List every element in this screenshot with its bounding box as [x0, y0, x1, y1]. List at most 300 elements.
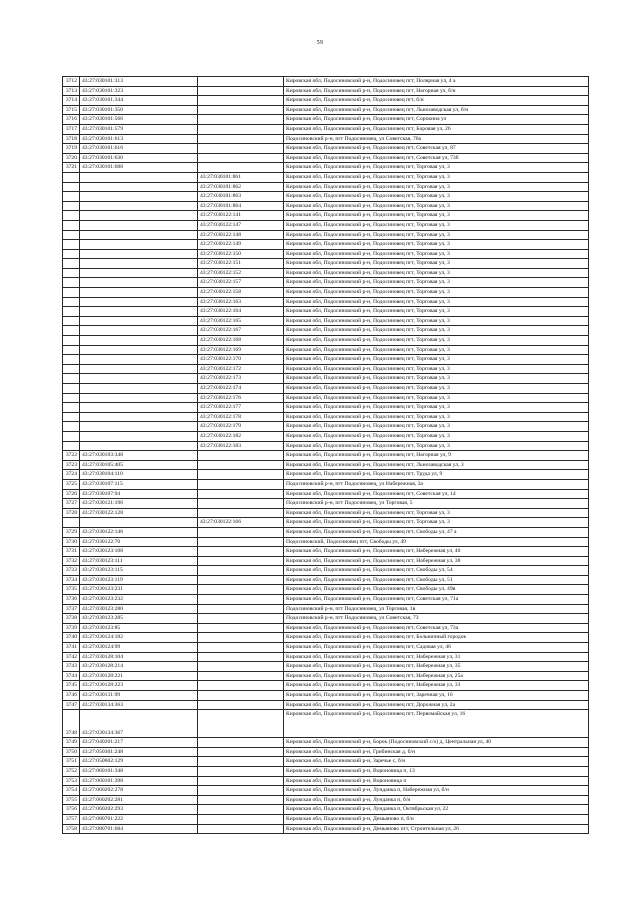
cadastral-number-cell: 43:27:030101:630 [80, 153, 198, 163]
table-row [63, 566, 589, 576]
address-cell: Подосиновский р-н, пгт Подосиновец, ул Советская, 73 [284, 614, 589, 624]
table-row [63, 652, 589, 662]
sub-cadastral-number-cell: 43:27:030101:862 [198, 182, 284, 192]
sub-cadastral-number-cell [198, 489, 284, 499]
row-number-cell: 3756 [63, 805, 80, 815]
row-number-cell: 3750 [63, 747, 80, 757]
table-row [63, 316, 589, 326]
sub-cadastral-number-cell [198, 96, 284, 106]
row-number-cell [63, 518, 80, 528]
cadastral-number-cell [80, 393, 198, 403]
cadastral-number-cell: 43:27:030121:196 [80, 499, 198, 509]
address-cell: Кировская обл, Подосиновский р-н, Подосиновец пгт, Советская ул, 14 [284, 489, 589, 499]
row-number-cell: 3729 [63, 527, 80, 537]
address-cell: Кировская обл, Подосиновский р-н, Подосиновец пгт, Торговая ул, 3 [284, 249, 589, 259]
table-row [63, 824, 589, 834]
table-row [63, 412, 589, 422]
cadastral-number-cell [80, 249, 198, 259]
row-number-cell: 3755 [63, 795, 80, 805]
sub-cadastral-number-cell [198, 662, 284, 672]
row-number-cell [63, 192, 80, 202]
sub-cadastral-number-cell [198, 77, 284, 87]
cadastral-number-cell: 43:27:030134:363 [80, 700, 198, 710]
address-cell: Кировская обл, Подосиновский р-н, Подосиновец пгт, Советская ул, 87 [284, 144, 589, 154]
row-number-cell [63, 316, 80, 326]
cadastral-number-cell: 43:27:030101:313 [80, 77, 198, 87]
table-row [63, 384, 589, 394]
registry-table [62, 76, 589, 834]
table-row [63, 230, 589, 240]
address-cell: Кировская обл, Подосиновский р-н, Подосиновец пгт, Торговая ул, 3 [284, 518, 589, 528]
sub-cadastral-number-cell [198, 595, 284, 605]
table-row [63, 747, 589, 757]
address-cell: Кировская обл, Подосиновский р-н, Подосиновец пгт, Советская ул, 73а [284, 623, 589, 633]
sub-cadastral-number-cell [198, 766, 284, 776]
row-number-cell [63, 355, 80, 365]
cadastral-number-cell [80, 268, 198, 278]
table-row [63, 479, 589, 489]
cadastral-number-cell [80, 336, 198, 346]
address-cell: Кировская обл, Подосиновский р-н, Подосиновец пгт, Торговая ул, 3 [284, 316, 589, 326]
table-row [63, 643, 589, 653]
address-cell: Кировская обл, Подосиновский р-н, Подосиновец пгт, Свободы ул, 51 [284, 575, 589, 585]
row-number-cell [63, 403, 80, 413]
table-row [63, 460, 589, 470]
row-number-cell: 3758 [63, 824, 80, 834]
address-cell: Подосиновский р-н, пгт Подосиновец, ул Набережная, 3а [284, 479, 589, 489]
cadastral-number-cell: 43:27:030123:280 [80, 604, 198, 614]
table-row [63, 614, 589, 624]
cadastral-number-cell: 43:27:060202:293 [80, 805, 198, 815]
cadastral-number-cell: 43:27:080701:684 [80, 824, 198, 834]
cadastral-number-cell [80, 201, 198, 211]
row-number-cell: 3749 [63, 738, 80, 748]
cadastral-number-cell: 43:27:030107:115 [80, 479, 198, 489]
table-row [63, 681, 589, 691]
table-row [63, 96, 589, 106]
cadastral-number-cell: 43:27:030101:579 [80, 124, 198, 134]
row-number-cell: 3740 [63, 633, 80, 643]
cadastral-number-cell: 43:27:030123:85 [80, 623, 198, 633]
address-cell: Кировская обл, Подосиновский р-н, Лунданка п, Набережная ул, б/н [284, 786, 589, 796]
row-number-cell: 3717 [63, 124, 80, 134]
cadastral-number-cell [80, 316, 198, 326]
sub-cadastral-number-cell [198, 566, 284, 576]
table-row [63, 220, 589, 230]
cadastral-number-cell: 43:27:030101:616 [80, 144, 198, 154]
table-row [63, 431, 589, 441]
table-row [63, 278, 589, 288]
address-cell: Кировская обл, Подосиновский р-н, Борок (Подосиновский с/о) д, Центральная ул, 40 [284, 738, 589, 748]
cadastral-number-cell: 43:27:030123:115 [80, 566, 198, 576]
address-cell: Кировская обл, Подосиновский р-н, Подосиновец пгт, Торговая ул, 3 [284, 192, 589, 202]
address-cell: Кировская обл, Подосиновский р-н, Подосиновец пгт, Торговая ул, 3 [284, 297, 589, 307]
cadastral-number-cell: 43:27:030105:405 [80, 460, 198, 470]
cadastral-number-cell: 43:27:030124:182 [80, 633, 198, 643]
address-cell: Кировская обл, Подосиновский р-н, Подосиновец пгт, Торговая ул, 3 [284, 201, 589, 211]
sub-cadastral-number-cell [198, 710, 284, 738]
table-row [63, 182, 589, 192]
table-row [63, 240, 589, 250]
row-number-cell: 3733 [63, 566, 80, 576]
table-row [63, 124, 589, 134]
sub-cadastral-number-cell: 43:27:030122:141 [198, 211, 284, 221]
sub-cadastral-number-cell [198, 508, 284, 518]
cadastral-number-cell [80, 220, 198, 230]
address-cell: Кировская обл, Подосиновский р-н, Подосиновец пгт, Торговая ул, 3 [284, 412, 589, 422]
address-cell: Кировская обл, Подосиновский р-н, Подосиновец пгт, Торговая ул, 3 [284, 441, 589, 451]
sub-cadastral-number-cell [198, 115, 284, 125]
cadastral-number-cell: 43:27:030101:566 [80, 115, 198, 125]
row-number-cell [63, 259, 80, 269]
sub-cadastral-number-cell [198, 537, 284, 547]
table-row [63, 134, 589, 144]
address-cell: Кировская обл, Подосиновский р-н, Подосиновец пгт, Торговая ул, 3 [284, 172, 589, 182]
row-number-cell: 3728 [63, 508, 80, 518]
row-number-cell: 3726 [63, 489, 80, 499]
address-cell: Кировская обл, Подосиновский р-н, Подосиновец пгт, Торговая ул, 3 [284, 403, 589, 413]
row-number-cell [63, 336, 80, 346]
address-cell: Кировская обл, Подосиновский р-н, Подосиновец пгт, Труда ул, 9 [284, 470, 589, 480]
table-row [63, 345, 589, 355]
table-row [63, 355, 589, 365]
table-row [63, 814, 589, 824]
address-cell: Кировская обл, Подосиновский р-н, Подосиновец пгт, Торговая ул, 3 [284, 431, 589, 441]
cadastral-number-cell: 43:27:060202:278 [80, 786, 198, 796]
row-number-cell: 3753 [63, 776, 80, 786]
table-row [63, 211, 589, 221]
sub-cadastral-number-cell: 43:27:030101:863 [198, 192, 284, 202]
table-row [63, 86, 589, 96]
sub-cadastral-number-cell: 43:27:030122:174 [198, 384, 284, 394]
address-cell: Кировская обл, Подосиновский р-н, Подосиновец пгт, Торговая ул, 3 [284, 374, 589, 384]
cadastral-number-cell: 43:27:030128:214 [80, 662, 198, 672]
row-number-cell [63, 211, 80, 221]
row-number-cell: 3714 [63, 96, 80, 106]
table-row [63, 575, 589, 585]
sub-cadastral-number-cell: 43:27:030122:173 [198, 374, 284, 384]
address-cell: Кировская обл, Подосиновский р-н, Подосиновец пгт, Свободы ул, 47 а [284, 527, 589, 537]
cadastral-number-cell [80, 403, 198, 413]
sub-cadastral-number-cell: 43:27:030122:167 [198, 326, 284, 336]
sub-cadastral-number-cell [198, 124, 284, 134]
row-number-cell: 3719 [63, 144, 80, 154]
sub-cadastral-number-cell [198, 144, 284, 154]
sub-cadastral-number-cell [198, 499, 284, 509]
address-cell: Кировская обл, Подосиновский р-н, Вороновица п [284, 776, 589, 786]
address-cell: Кировская обл, Подосиновский р-н, Подосиновец пгт, Заречная ул, 16 [284, 691, 589, 701]
row-number-cell [63, 240, 80, 250]
table-row [63, 700, 589, 710]
table-row [63, 144, 589, 154]
table-row [63, 604, 589, 614]
cadastral-number-cell: 43:27:030123:108 [80, 547, 198, 557]
address-cell: Кировская обл, Подосиновский р-н, Подосиновец пгт, Торговая ул, 3 [284, 259, 589, 269]
row-number-cell [63, 393, 80, 403]
cadastral-number-cell: 43:27:060101:348 [80, 766, 198, 776]
address-cell: Кировская обл, Подосиновский р-н, Подосиновец пгт, Торговая ул, 3 [284, 182, 589, 192]
sub-cadastral-number-cell: 43:27:030122:178 [198, 412, 284, 422]
row-number-cell [63, 201, 80, 211]
row-number-cell [63, 345, 80, 355]
table-row [63, 77, 589, 87]
sub-cadastral-number-cell: 43:27:030122:168 [198, 336, 284, 346]
sub-cadastral-number-cell [198, 671, 284, 681]
cadastral-number-cell [80, 307, 198, 317]
address-cell: Кировская обл, Подосиновский р-н, Подосиновец пгт, Торговая ул, 3 [284, 211, 589, 221]
row-number-cell: 3722 [63, 451, 80, 461]
address-cell: Кировская обл, Подосиновский р-н, Подосиновец пгт, Нагорная ул, 9 [284, 451, 589, 461]
row-number-cell [63, 288, 80, 298]
row-number-cell: 3725 [63, 479, 80, 489]
cadastral-number-cell: 43:27:050301:248 [80, 747, 198, 757]
table-row [63, 738, 589, 748]
row-number-cell [63, 441, 80, 451]
cadastral-number-cell: 43:27:030103:348 [80, 451, 198, 461]
address-cell: Кировская обл, Подосиновский р-н, Подосиновец пгт, Набережная ул, 38 [284, 556, 589, 566]
table-row [63, 776, 589, 786]
address-cell: Кировская обл, Подосиновский р-н, Подосиновец пгт, Торговая ул, 3 [284, 422, 589, 432]
address-cell: Кировская обл, Подосиновский р-н, Подосиновец пгт, Нагорная ул, б/н [284, 86, 589, 96]
table-row [63, 691, 589, 701]
row-number-cell: 3724 [63, 470, 80, 480]
row-number-cell: 3743 [63, 662, 80, 672]
row-number-cell [63, 249, 80, 259]
cadastral-number-cell: 43:27:030101:688 [80, 163, 198, 173]
sub-cadastral-number-cell [198, 153, 284, 163]
table-row [63, 595, 589, 605]
address-cell: Кировская обл, Подосиновский р-н, Подосиновец пгт, Набережная ул, 25а [284, 671, 589, 681]
cadastral-number-cell [80, 326, 198, 336]
row-number-cell: 3716 [63, 115, 80, 125]
row-number-cell [63, 326, 80, 336]
table-row [63, 307, 589, 317]
table-row [63, 662, 589, 672]
address-cell: Подосиновский р-н, пгт Подосиновец, ул Советская, 70а [284, 134, 589, 144]
row-number-cell [63, 431, 80, 441]
table-row [63, 805, 589, 815]
row-number-cell: 3739 [63, 623, 80, 633]
sub-cadastral-number-cell [198, 556, 284, 566]
sub-cadastral-number-cell: 43:27:030122:176 [198, 393, 284, 403]
cadastral-number-cell: 43:27:030101:350 [80, 105, 198, 115]
address-cell: Кировская обл, Подосиновский р-н, Лунданка п, Октябрьская ул, 22 [284, 805, 589, 815]
address-cell: Кировская обл, Подосиновский р-н, Подосиновец пгт, Торговая ул, 3 [284, 278, 589, 288]
row-number-cell: 3747 [63, 700, 80, 710]
row-number-cell [63, 220, 80, 230]
cadastral-number-cell: 43:27:030124:99 [80, 643, 198, 653]
cadastral-number-cell: 43:27:030101:344 [80, 96, 198, 106]
address-cell: Кировская обл, Подосиновский р-н, Подосиновец пгт, Набережная ул, 40 [284, 547, 589, 557]
sub-cadastral-number-cell [198, 691, 284, 701]
address-cell: Кировская обл, Подосиновский р-н, Подосиновец пгт, Торговая ул, 3 [284, 384, 589, 394]
sub-cadastral-number-cell [198, 757, 284, 767]
sub-cadastral-number-cell [198, 460, 284, 470]
sub-cadastral-number-cell [198, 643, 284, 653]
sub-cadastral-number-cell [198, 633, 284, 643]
row-number-cell: 3715 [63, 105, 80, 115]
table-row [63, 499, 589, 509]
row-number-cell: 3721 [63, 163, 80, 173]
address-cell: Кировская обл, Подосиновский р-н, Подосиновец пгт, Садовая ул, 46 [284, 643, 589, 653]
table-row [63, 403, 589, 413]
row-number-cell [63, 364, 80, 374]
sub-cadastral-number-cell [198, 575, 284, 585]
table-row [63, 441, 589, 451]
row-number-cell: 3736 [63, 595, 80, 605]
table-row [63, 786, 589, 796]
address-cell: Кировская обл, Подосиновский р-н, Подосиновец пгт, Боровая ул, 26 [284, 124, 589, 134]
table-row [63, 537, 589, 547]
address-cell: Кировская обл, Подосиновский р-н, Подосиновец пгт, Набережная ул, 33 [284, 681, 589, 691]
row-number-cell: 3730 [63, 537, 80, 547]
row-number-cell: 3746 [63, 691, 80, 701]
address-cell: Кировская обл, Подосиновский р-н, Подосиновец пгт, б/н [284, 96, 589, 106]
address-cell: Кировская обл, Подосиновский р-н, Подосиновец пгт, Торговая ул, 3 [284, 220, 589, 230]
sub-cadastral-number-cell: 43:27:030122:170 [198, 355, 284, 365]
sub-cadastral-number-cell: 43:27:030122:158 [198, 288, 284, 298]
row-number-cell: 3727 [63, 499, 80, 509]
table-row [63, 172, 589, 182]
table-row [63, 527, 589, 537]
address-cell: Кировская обл, Подосиновский р-н, Подосиновец пгт, Торговая ул, 3 [284, 355, 589, 365]
row-number-cell: 3748 [63, 710, 80, 738]
row-number-cell [63, 374, 80, 384]
row-number-cell [63, 230, 80, 240]
address-cell: Кировская обл, Подосиновский р-н, Подосиновец пгт, Советская ул, 73б [284, 153, 589, 163]
sub-cadastral-number-cell: 43:27:030122:183 [198, 441, 284, 451]
row-number-cell: 3744 [63, 671, 80, 681]
cadastral-number-cell [80, 278, 198, 288]
sub-cadastral-number-cell [198, 470, 284, 480]
table-row [63, 192, 589, 202]
sub-cadastral-number-cell [198, 747, 284, 757]
cadastral-number-cell [80, 412, 198, 422]
address-cell: Кировская обл, Подосиновский р-н, Заречье с, б/н [284, 757, 589, 767]
cadastral-number-cell [80, 441, 198, 451]
cadastral-number-cell [80, 422, 198, 432]
cadastral-number-cell [80, 355, 198, 365]
address-cell: Кировская обл, Подосиновский р-н, Подосиновец пгт, Полярная ул, 4 а [284, 77, 589, 87]
sub-cadastral-number-cell [198, 776, 284, 786]
page-number: 59 [316, 40, 324, 46]
sub-cadastral-number-cell: 43:27:030122:172 [198, 364, 284, 374]
cadastral-number-cell [80, 374, 198, 384]
table-row [63, 268, 589, 278]
sub-cadastral-number-cell: 43:27:030122:164 [198, 307, 284, 317]
cadastral-number-cell: 43:27:030122:146 [80, 527, 198, 537]
sub-cadastral-number-cell: 43:27:030101:864 [198, 201, 284, 211]
cadastral-number-cell [80, 431, 198, 441]
table-row [63, 364, 589, 374]
table-row [63, 163, 589, 173]
table-row [63, 508, 589, 518]
address-cell: Подосиновский р-н, пгт Подосиновец, ул Торговая, 5 [284, 499, 589, 509]
address-cell: Кировская обл, Подосиновский р-н, Подосиновец пгт, Больничный городок [284, 633, 589, 643]
cadastral-number-cell: 43:27:030107:94 [80, 489, 198, 499]
address-cell: Кировская обл, Подосиновский р-н, Подосиновец пгт, Дорожная ул, 2а [284, 700, 589, 710]
table-row [63, 326, 589, 336]
row-number-cell [63, 268, 80, 278]
table-row [63, 489, 589, 499]
row-number-cell: 3734 [63, 575, 80, 585]
cadastral-number-cell: 43:27:030123:231 [80, 585, 198, 595]
row-number-cell [63, 297, 80, 307]
cadastral-number-cell: 43:27:030131:99 [80, 691, 198, 701]
table-row [63, 585, 589, 595]
sub-cadastral-number-cell: 43:27:030122:165 [198, 316, 284, 326]
row-number-cell: 3723 [63, 460, 80, 470]
address-cell: Кировская обл, Подосиновский р-н, Подосиновец пгт, Торговая ул, 3 [284, 307, 589, 317]
table-row [63, 518, 589, 528]
table-row [63, 115, 589, 125]
sub-cadastral-number-cell: 43:27:030122:166 [198, 518, 284, 528]
sub-cadastral-number-cell: 43:27:030122:157 [198, 278, 284, 288]
address-cell: Кировская обл, Подосиновский р-н, Подосиновец пгт, Торговая ул, 3 [284, 230, 589, 240]
cadastral-number-cell [80, 345, 198, 355]
table-row [63, 547, 589, 557]
row-number-cell: 3735 [63, 585, 80, 595]
address-cell: Кировская обл, Подосиновский р-н, Вороновица п, 13 [284, 766, 589, 776]
address-cell: Кировская обл, Подосиновский р-н, Подосиновец пгт, Торговая ул, 3 [284, 326, 589, 336]
sub-cadastral-number-cell [198, 585, 284, 595]
row-number-cell: 3713 [63, 86, 80, 96]
table-row [63, 288, 589, 298]
table-row [63, 470, 589, 480]
table-row [63, 451, 589, 461]
sub-cadastral-number-cell [198, 623, 284, 633]
address-cell: Кировская обл, Подосиновский р-н, Подосиновец пгт, Торговая ул, 3 [284, 393, 589, 403]
row-number-cell: 3731 [63, 547, 80, 557]
row-number-cell: 3757 [63, 814, 80, 824]
address-cell: Кировская обл, Подосиновский р-н, Подосиновец пгт, Свободы ул, 54 [284, 566, 589, 576]
cadastral-number-cell: 43:27:030104:110 [80, 470, 198, 480]
address-cell: Кировская обл, Подосиновский р-н, Подосиновец пгт, Торговая ул, 3 [284, 345, 589, 355]
address-cell: Кировская обл, Подосиновский р-н, Демьяново пгт, Строительная ул, 26 [284, 824, 589, 834]
table-row [63, 757, 589, 767]
table-row [63, 633, 589, 643]
address-cell: Кировская обл, Подосиновский р-н, Подосиновец пгт, Свободы ул, 49в [284, 585, 589, 595]
cadastral-number-cell [80, 240, 198, 250]
sub-cadastral-number-cell [198, 700, 284, 710]
address-cell: Кировская обл, Подосиновский р-н, Подосиновец пгт, Льнозаводская ул, б/н [284, 105, 589, 115]
table-row [63, 336, 589, 346]
sub-cadastral-number-cell: 43:27:030122:177 [198, 403, 284, 413]
table-row [63, 556, 589, 566]
address-cell: Кировская обл, Подосиновский р-н, Подосиновец пгт, Торговая ул, 3 [284, 240, 589, 250]
cadastral-number-cell [80, 364, 198, 374]
cadastral-number-cell [80, 230, 198, 240]
address-cell: Подосиновский р-н, пгт Подосиновец, ул Торговая, 1в [284, 604, 589, 614]
row-number-cell [63, 412, 80, 422]
sub-cadastral-number-cell [198, 614, 284, 624]
sub-cadastral-number-cell: 43:27:030122:148 [198, 230, 284, 240]
row-number-cell [63, 384, 80, 394]
sub-cadastral-number-cell [198, 451, 284, 461]
sub-cadastral-number-cell [198, 134, 284, 144]
cadastral-number-cell: 43:27:030128:221 [80, 671, 198, 681]
cadastral-number-cell: 43:27:030128:104 [80, 652, 198, 662]
cadastral-number-cell: 43:27:030122:128 [80, 508, 198, 518]
row-number-cell: 3737 [63, 604, 80, 614]
table-row [63, 153, 589, 163]
table-row [63, 623, 589, 633]
cadastral-number-cell: 43:27:030122:70 [80, 537, 198, 547]
cadastral-number-cell [80, 259, 198, 269]
row-number-cell [63, 172, 80, 182]
table-row [63, 766, 589, 776]
address-cell: Кировская обл, Подосиновский р-н, Грибинская д, б/н [284, 747, 589, 757]
